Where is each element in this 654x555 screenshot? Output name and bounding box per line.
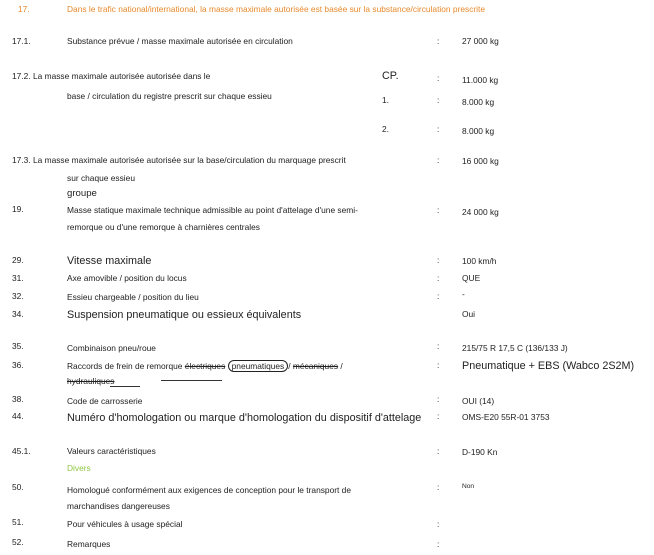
row-17-2-label: 17.2. La masse maximale autorisée autorisée dans le — [12, 71, 211, 81]
row-36-option-hydraulic: hydrauliques — [67, 376, 115, 386]
row-44-value: OMS-E20 55R-01 3753 — [462, 412, 550, 422]
row-35-value: 215/75 R 17,5 C (136/133 J) — [462, 343, 568, 353]
row-17-3-value: 16 000 kg — [462, 156, 499, 166]
row-38-label: Code de carrosserie — [67, 396, 143, 406]
row-36-label: Raccords de frein de remorque — [67, 361, 183, 371]
row-17-1-number: 17.1. — [12, 36, 31, 46]
row-36-option-pneumatic: pneumatiques — [228, 360, 289, 372]
row-32-colon: : — [437, 291, 440, 301]
row-32-number: 32. — [12, 291, 24, 301]
row-36-separator-1: / — [288, 361, 291, 371]
row-17-2-cp: CP. — [382, 70, 399, 82]
row-17-2-colon-2: : — [437, 124, 440, 134]
row-34-value: Oui — [462, 309, 476, 319]
row-17-2-colon-cp: : — [437, 73, 440, 83]
row-45-1-sub: Divers — [67, 463, 91, 473]
row-51-colon: : — [437, 519, 440, 529]
row-19-label: Masse statique maximale technique admissible au point d'attelage d'une semi- — [67, 205, 358, 215]
header-number: 17. — [18, 4, 30, 14]
row-36-option-mechanical: mécaniques — [292, 361, 339, 371]
row-45-1-number: 45.1. — [12, 446, 31, 456]
row-17-2-value-1: 8.000 kg — [462, 97, 495, 107]
row-51-number: 51. — [12, 517, 24, 527]
row-50-colon: : — [437, 482, 440, 492]
row-50-label-2: marchandises dangereuses — [67, 501, 170, 511]
row-31-number: 31. — [12, 273, 24, 283]
row-50-number: 50. — [12, 482, 24, 492]
row-17-3-label: 17.3. La masse maximale autorisée autorisée sur la base/circulation du marquage prescrit — [12, 155, 346, 165]
row-17-2-colon-1: : — [437, 95, 440, 105]
row-52-colon: : — [437, 539, 440, 549]
row-17-1-value: 27 000 kg — [462, 36, 499, 46]
row-36-label-line — [67, 362, 343, 370]
row-36-separator-2: / — [340, 361, 343, 371]
row-17-1-label: Substance prévue / masse maximale autorisée en circulation — [67, 36, 293, 46]
row-19-colon: : — [437, 205, 440, 215]
row-38-number: 38. — [12, 394, 24, 404]
row-45-1-label: Valeurs caractéristiques — [67, 446, 156, 456]
header-text: Dans le trafic national/international, la masse maximale autorisée est basée sur la substance/circulation prescrite — [67, 4, 486, 14]
row-19-value: 24 000 kg — [462, 207, 499, 217]
row-19-number: 19. — [12, 204, 24, 214]
row-34-number: 34. — [12, 309, 24, 319]
row-50-value: Non — [462, 483, 475, 490]
row-17-2-axle-2: 2. — [382, 124, 389, 134]
row-17-3-label-3: groupe — [67, 188, 97, 199]
row-17-3-colon: : — [437, 155, 440, 165]
row-35-number: 35. — [12, 341, 24, 351]
row-38-colon: : — [437, 394, 440, 404]
row-35-label: Combinaison pneu/roue — [67, 343, 156, 353]
row-17-2-label-2: base / circulation du registre prescrit sur chaque essieu — [67, 91, 272, 101]
row-31-colon: : — [437, 273, 440, 283]
row-36-underline-2 — [161, 380, 222, 381]
row-36-colon: : — [437, 360, 440, 370]
row-17-3-label-2: sur chaque essieu — [67, 173, 135, 183]
row-38-value: OUI (14) — [462, 396, 495, 406]
row-36-value: Pneumatique + EBS (Wabco 2S2M) — [462, 360, 635, 372]
row-45-1-value: D-190 Kn — [462, 447, 498, 457]
row-50-label: Homologué conformément aux exigences de conception pour le transport de — [67, 485, 351, 495]
row-34-label: Suspension pneumatique ou essieux équivalents — [67, 309, 302, 321]
row-52-number: 52. — [12, 537, 24, 547]
row-51-label: Pour véhicules à usage spécial — [67, 519, 183, 529]
row-29-number: 29. — [12, 255, 24, 265]
row-36-underline-1 — [110, 386, 140, 387]
row-32-value: - — [462, 289, 465, 299]
row-44-colon: : — [437, 411, 440, 421]
row-31-label: Axe amovible / position du locus — [67, 273, 187, 283]
row-29-value: 100 km/h — [462, 256, 497, 266]
row-45-1-colon: : — [437, 446, 440, 456]
row-17-2-axle-1: 1. — [382, 95, 389, 105]
row-29-label: Vitesse maximale — [67, 255, 152, 267]
row-35-colon: : — [437, 341, 440, 351]
row-44-number: 44. — [12, 411, 24, 421]
row-29-colon: : — [437, 255, 440, 265]
row-19-label-2: remorque ou d'une remorque à charnières centrales — [67, 222, 260, 232]
row-17-2-value-cp: 11.000 kg — [462, 75, 499, 85]
row-31-value: QUE — [462, 273, 481, 283]
row-36-number: 36. — [12, 360, 24, 370]
row-36-option-electrical: électriques — [184, 361, 226, 371]
row-32-label: Essieu chargeable / position du lieu — [67, 292, 199, 302]
row-17-1-colon: : — [437, 36, 440, 46]
row-44-label: Numéro d'homologation ou marque d'homologation du dispositif d'attelage — [67, 412, 422, 424]
row-52-label: Remarques — [67, 539, 111, 549]
row-17-2-value-2: 8.000 kg — [462, 126, 495, 136]
